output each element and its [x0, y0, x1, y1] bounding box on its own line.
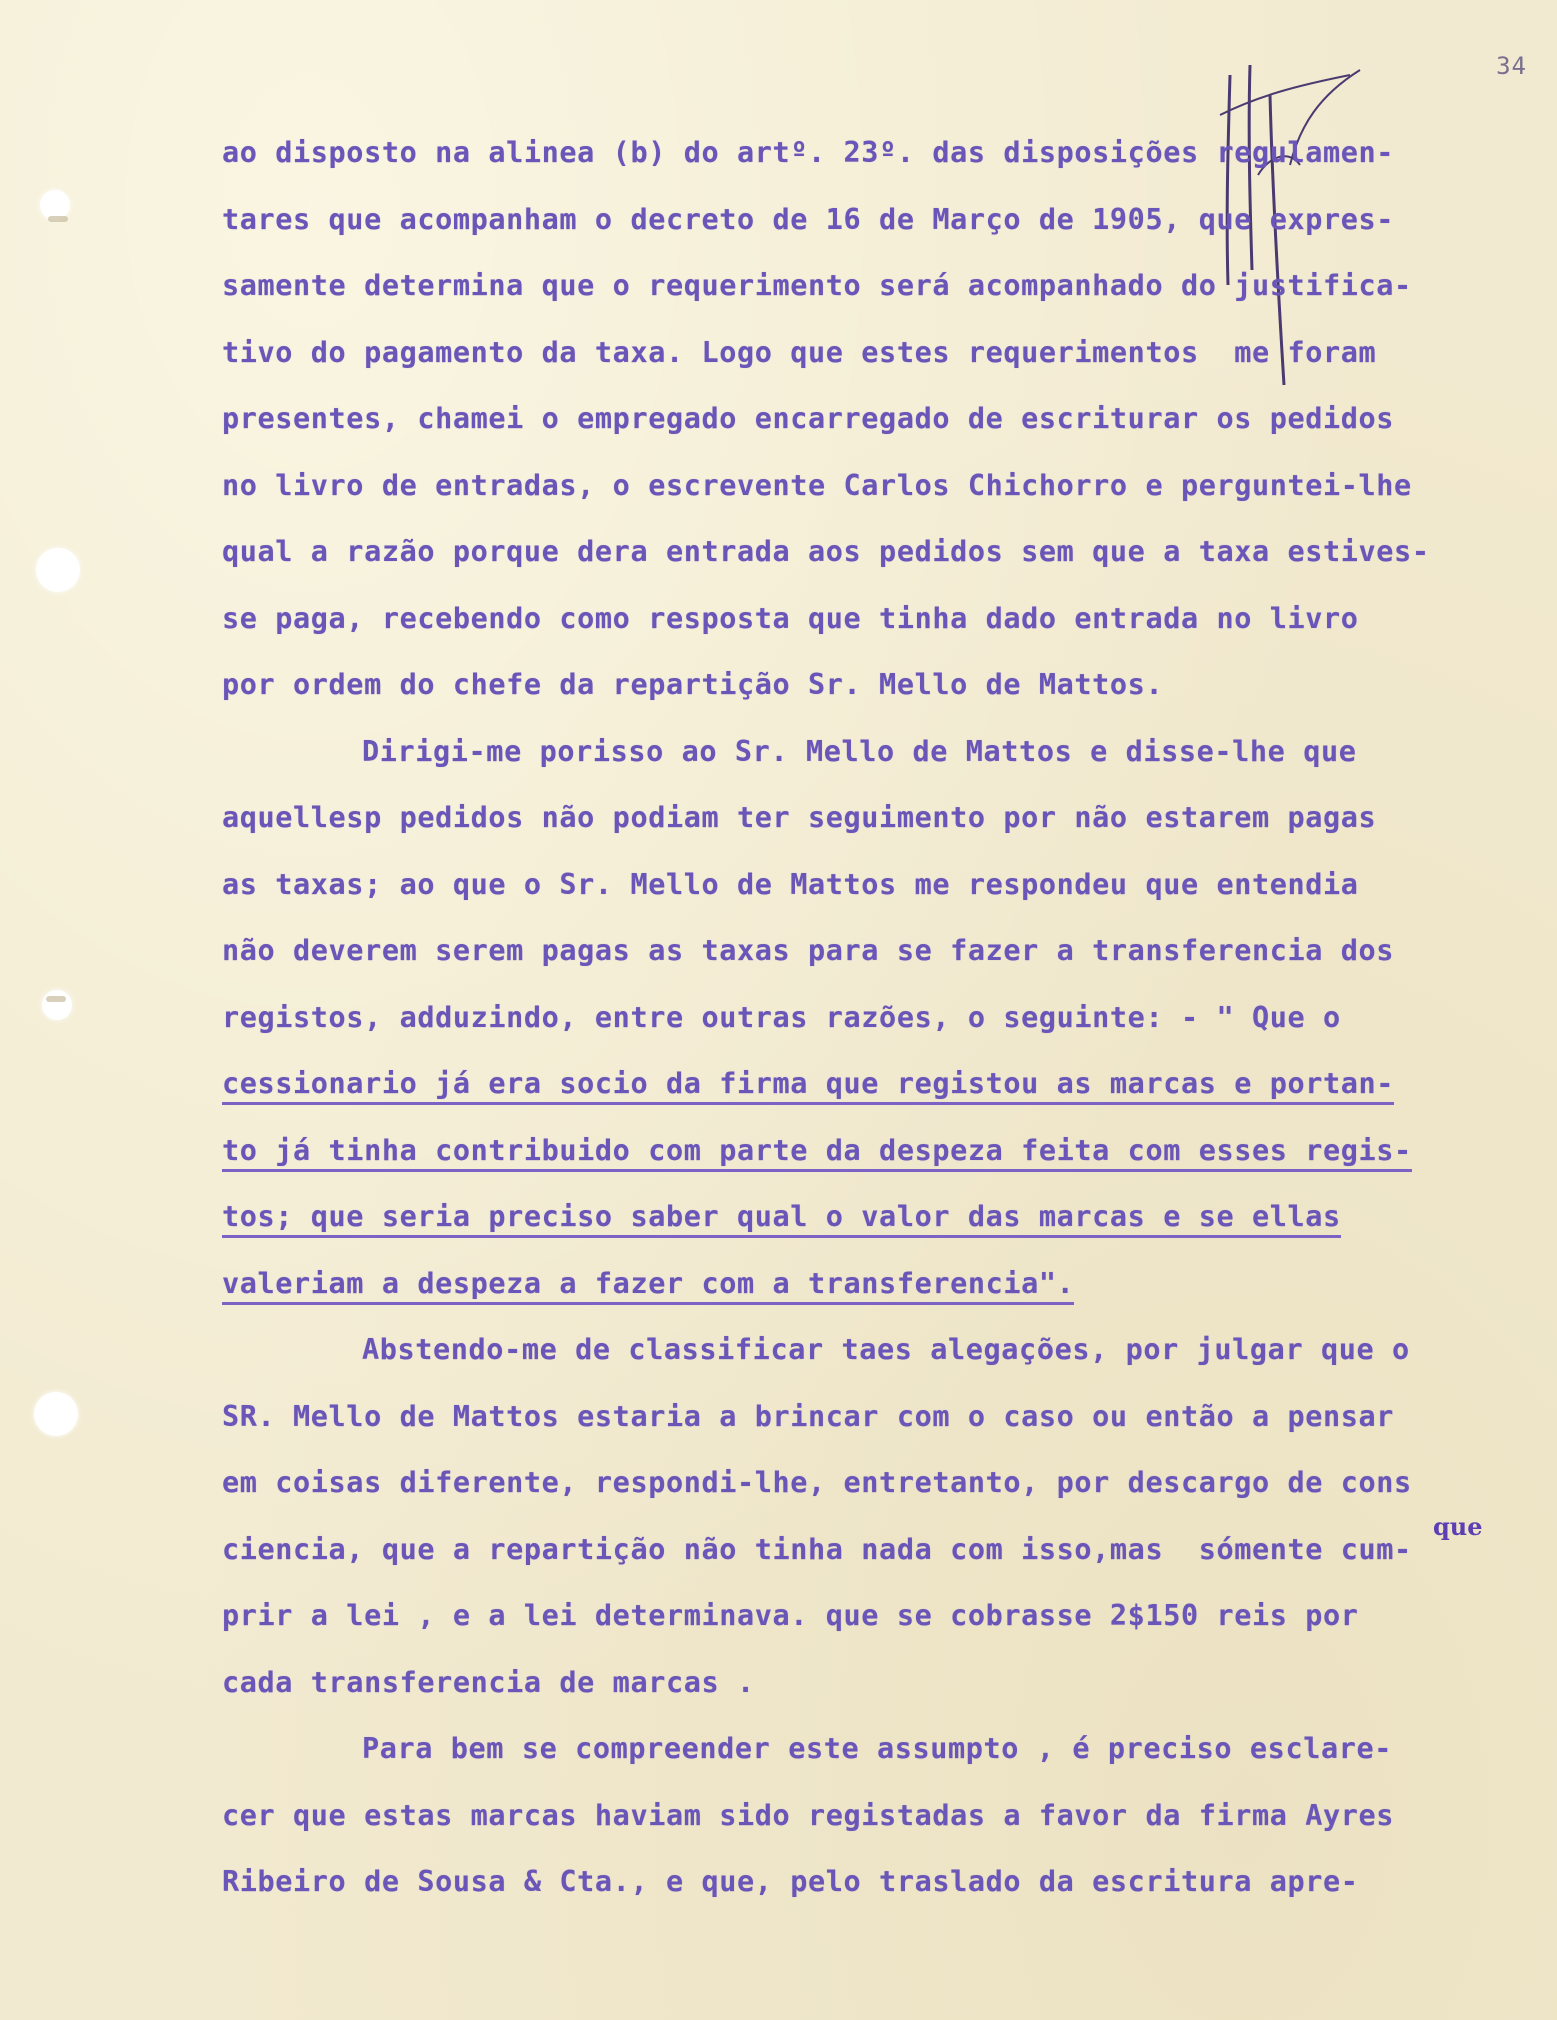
text-line — [222, 995, 1542, 1062]
text-line — [222, 1394, 1542, 1461]
text-line-content: Ribeiro de Sousa & Cta., e que, pelo traslado da escritura apre- — [222, 1865, 1359, 1898]
text-line-content: SR. Mello de Mattos estaria a brincar com o caso ou então a pensar — [222, 1399, 1395, 1433]
text-line-content: ciencia, que a repartição não tinha nada com isso,mas sómente cum- — [222, 1532, 1412, 1566]
text-line — [222, 130, 1542, 197]
text-line — [222, 1261, 1542, 1328]
text-line-content: ao disposto na alinea (b) do artº. 23º. das disposições regulamen- — [222, 136, 1395, 169]
text-line — [222, 263, 1542, 330]
text-line — [222, 330, 1542, 397]
text-line — [222, 1859, 1542, 1926]
punch-hole-upper — [36, 548, 80, 592]
text-line-content: qual a razão porque dera entrada aos pedidos sem que a taxa estives- — [222, 535, 1430, 568]
text-line — [222, 1726, 1542, 1793]
text-line — [222, 1194, 1542, 1261]
text-line-content: se paga, recebendo como resposta que tinha dado entrada no livro — [222, 601, 1359, 635]
text-line-content: no livro de entradas, o escrevente Carlos Chichorro e perguntei-lhe — [222, 468, 1412, 502]
text-line — [222, 928, 1542, 995]
text-line — [222, 596, 1542, 663]
text-line-content: to já tinha contribuido com parte da despeza feita com esses regis- — [222, 1134, 1412, 1172]
text-line-content: Abstendo-me de classificar taes alegações, por julgar que o — [362, 1333, 1410, 1366]
text-line-content: Para bem se compreender este assumpto , é preciso esclare- — [362, 1732, 1392, 1765]
text-line — [222, 1660, 1542, 1727]
text-line-content: tos; que seria preciso saber qual o valor das marcas e se ellas — [222, 1200, 1341, 1238]
text-line-content: as taxas; ao que o Sr. Mello de Mattos me respondeu que entendia — [222, 867, 1359, 901]
handwritten-insertion: que — [1433, 1512, 1483, 1541]
text-line-content: prir a lei , e a lei determinava. que se cobrasse 2$150 reis por — [222, 1599, 1359, 1632]
text-line — [222, 197, 1542, 264]
page-number: 34 — [1496, 52, 1527, 80]
text-line — [222, 1061, 1542, 1128]
text-line-content: presentes, chamei o empregado encarregado de escriturar os pedidos — [222, 402, 1395, 435]
text-line-content: Dirigi-me porisso ao Sr. Mello de Mattos e disse-lhe que — [362, 734, 1357, 768]
punch-hole-lower — [34, 1392, 78, 1436]
text-line-content: por ordem do chefe da repartição Sr. Mello de Mattos. — [222, 668, 1164, 701]
text-line — [222, 1593, 1542, 1660]
document-body — [222, 130, 1542, 1926]
text-line — [222, 729, 1542, 796]
text-line — [222, 862, 1542, 929]
text-line — [222, 1460, 1542, 1527]
text-line — [222, 1327, 1542, 1394]
text-line — [222, 396, 1542, 463]
text-line-content: tivo do pagamento da taxa. Logo que estes requerimentos me foram — [222, 335, 1377, 369]
text-line-content: não deverem serem pagas as taxas para se fazer a transferencia dos — [222, 934, 1395, 967]
text-line-content: em coisas diferente, respondi-lhe, entretanto, por descargo de cons — [222, 1466, 1412, 1499]
text-line — [222, 463, 1542, 530]
text-line — [222, 529, 1542, 596]
text-line-content: tares que acompanham o decreto de 16 de Março de 1905, que expres- — [222, 202, 1395, 236]
text-line — [222, 1527, 1542, 1594]
text-line-content: aquellesp pedidos não podiam ter seguimento por não estarem pagas — [222, 801, 1377, 834]
text-line — [222, 1793, 1542, 1860]
text-line — [222, 795, 1542, 862]
text-line — [222, 662, 1542, 729]
punch-hole-middle — [42, 990, 72, 1020]
text-line-content: samente determina que o requerimento será acompanhado do justifica- — [222, 269, 1412, 302]
text-line — [222, 1128, 1542, 1195]
pencil-mark — [48, 216, 68, 222]
text-line-content: valeriam a despeza a fazer com a transferencia". — [222, 1267, 1074, 1305]
text-line-content: cer que estas marcas haviam sido registadas a favor da firma Ayres — [222, 1798, 1395, 1832]
text-line-content: cada transferencia de marcas . — [222, 1665, 755, 1699]
text-line-content: cessionario já era socio da firma que registou as marcas e portan- — [222, 1067, 1394, 1105]
pencil-mark — [46, 996, 66, 1002]
text-line-content: registos, adduzindo, entre outras razões, o seguinte: - " Que o — [222, 1000, 1341, 1034]
